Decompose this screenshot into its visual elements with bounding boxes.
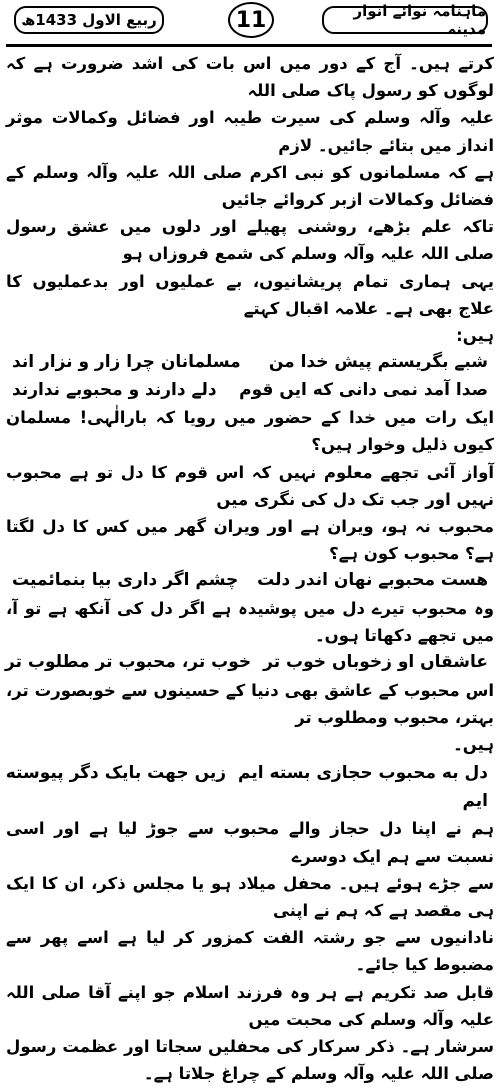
text-line: ہیں۔ xyxy=(453,735,494,755)
hemistich: شبے بگریستم پیش خدا من xyxy=(268,352,488,373)
verse-3 xyxy=(6,649,494,677)
paragraph-5 xyxy=(6,815,494,1087)
magazine-title: ماہنامہ نوائے انوار مدینہ xyxy=(353,2,486,38)
hemistich: مسلمانان چرا زار و نزار اند xyxy=(12,352,241,373)
hemistich: ایم xyxy=(462,790,488,811)
text-line: قابل صد تکریم ہے ہر وہ فرزند اسلام جو اپنے آقا صلی اللہ علیہ وآلہ وسلم کی محبت میں xyxy=(6,982,494,1029)
paragraph-2 xyxy=(6,404,494,567)
text-line: علیہ وآلہ وسلم کی سیرت طیبہ اور فضائل وکمالات موثر انداز میں بتائے جائیں۔ لازم xyxy=(6,108,494,155)
verse-line xyxy=(6,377,494,405)
hemistich: زیں جهت بایک دگر پیوسته xyxy=(5,763,227,784)
text-line: ہے کہ مسلمانوں کو نبی اکرم صلی اللہ علیہ وآلہ وسلم کے فضائل وکمالات ازبر کروائے جائیں xyxy=(6,162,494,210)
text-line: اس محبوب کے عاشق بھی دنیا کے حسینوں سے خوبصورت تر، بہتر، محبوب ومطلوب تر xyxy=(6,680,494,728)
page-header xyxy=(0,0,499,40)
issue-date-box xyxy=(14,6,164,34)
hemistich: هست محبوبے نهان اندر دلت xyxy=(257,570,488,591)
verse-line xyxy=(6,349,494,377)
page-number: 11 xyxy=(235,7,267,33)
text-line: سرشار ہے۔ ذکر سرکار کی محفلیں سجاتا اور عظمت رسول صلی اللہ علیہ وآلہ وسلم کے چراغ جلاتا ہے۔ xyxy=(6,1037,494,1084)
verse-2 xyxy=(6,567,494,595)
verse-line xyxy=(6,760,494,788)
paragraph-3 xyxy=(6,595,494,649)
text-line: ایک رات میں خدا کے حضور میں رویا کہ بارالٰہی! مسلمان کیوں ذلیل وخوار ہیں؟ xyxy=(6,408,494,455)
article-body xyxy=(6,50,494,1088)
text-line: یہی ہماری تمام پریشانیوں، بے عملیوں اور بدعملیوں کا علاج بھی ہے۔ علامہ اقبال کہتے xyxy=(6,271,494,318)
hemistich: خوب تر، محبوب تر مطلوب تر xyxy=(5,652,252,673)
text-line: ہیں: xyxy=(456,326,494,346)
paragraph-1 xyxy=(6,50,494,349)
text-line: تاکہ علم بڑھے، روشنی پھیلے اور دلوں میں عشق رسول صلی اللہ علیہ وآلہ وسلم کی شمع فروزاں ہو xyxy=(6,217,494,264)
header-divider xyxy=(6,44,492,47)
hemistich: صدا آمد نمی دانی که ایں قوم xyxy=(239,379,488,400)
hemistich: دل به محبوب حجازی بسته ایم xyxy=(238,763,488,784)
paragraph-4 xyxy=(6,677,494,759)
text-line: محبوب نہ ہو، ویران ہے اور ویران گھر میں کس کا دل لگتا ہے؟ محبوب کون ہے؟ xyxy=(6,517,494,564)
verse-line xyxy=(6,788,494,816)
verse-4 xyxy=(6,760,494,815)
hemistich: چشم اگر داری بیا بنمائمیت xyxy=(12,570,239,591)
text-line: آواز آئی تجھے معلوم نہیں کہ اس قوم کا دل تو ہے محبوب نہیں اور جب تک دل کی نگری میں xyxy=(6,462,494,509)
page-number-circle xyxy=(228,2,274,38)
text-line: سے جڑے ہوئے ہیں۔ محفل میلاد ہو یا مجلس ذکر، ان کا ایک ہی مقصد ہے کہ ہم نے اپنی xyxy=(6,873,494,921)
hemistich: دلے دارند و محبوبے ندارند xyxy=(12,379,217,400)
text-line: وہ محبوب تیرے دل میں پوشیدہ ہے اگر دل کی آنکھ ہے تو آ، میں تجھے دکھاتا ہوں۔ xyxy=(6,598,494,646)
verse-1 xyxy=(6,349,494,404)
text-line: کرتے ہیں۔ آج کے دور میں اس بات کی اشد ضرورت ہے کہ لوگوں کو رسول پاک صلی اللہ xyxy=(6,54,494,101)
issue-date: ربیع الاول 1433ھ xyxy=(21,11,157,29)
hemistich: عاشقاں او زخوباں خوب تر xyxy=(263,652,488,673)
text-line: ہم نے اپنا دل حجاز والے محبوب سے جوڑ لیا ہے اور اسی نسبت سے ہم ایک دوسرے xyxy=(6,819,494,866)
text-line: نادانیوں سے جو رشتہ الفت کمزور کر لیا ہے اسے پھر سے مضبوط کیا جائے۔ xyxy=(6,928,494,975)
magazine-title-box xyxy=(322,2,488,38)
